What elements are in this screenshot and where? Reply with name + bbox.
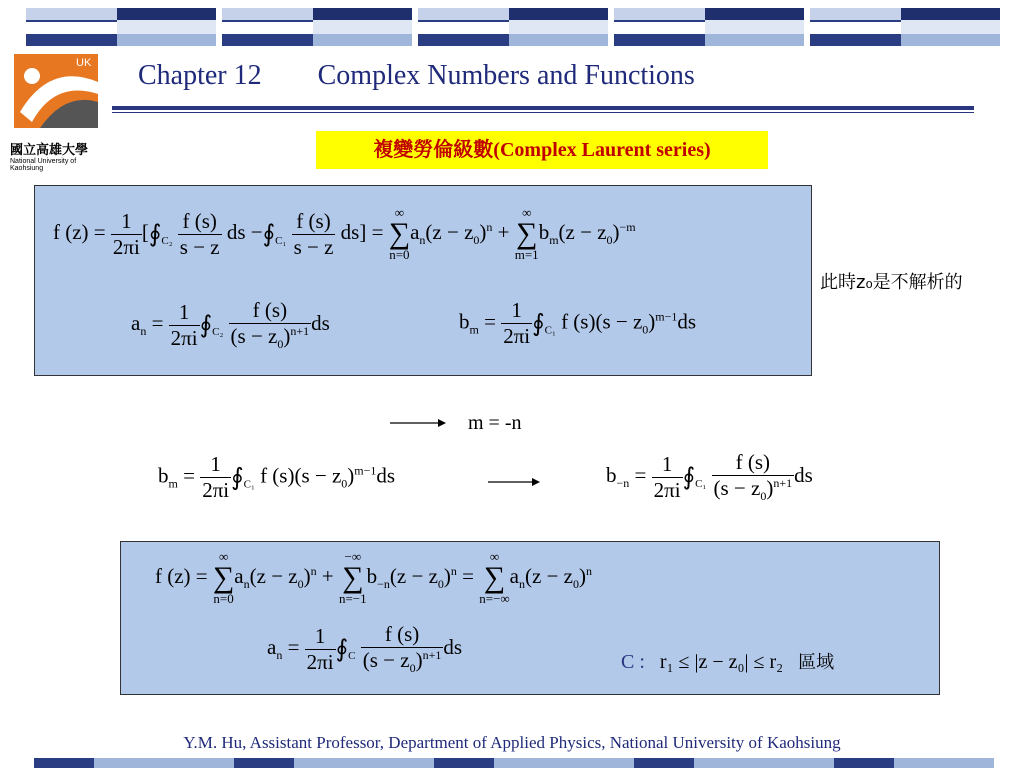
substitution-label: m = -n (468, 412, 522, 434)
laurent-result-box (120, 541, 940, 695)
equation-b-negn: $b_{-n}$ = $\frac{1}{2\pi i}$ $∮_{C_1}$ $\frac{f (s)}{(s - z_0)^{n+1}}$ ds (606, 450, 813, 504)
section-subtitle: 複變勞倫級數(Complex Laurent series) (316, 131, 768, 169)
equation-f-of-z: f (z) = $\frac{1}{2\pi i}$ [$∮_{C_2}$ $\frac{f (s)}{s - z}$ ds $-∮_{C_1}$ $\frac{f (s)}{s - z}$ ds] = ∞ ∑ $n=0a_n(z - z_0)^n$ + ∞ ∑ $m=1b_m(z - z_0)^{-m}$ (53, 205, 636, 262)
contour-integral-icon: ∮ (148, 221, 162, 248)
contour-integral-icon: ∮ (335, 636, 349, 663)
banner-block (26, 8, 216, 46)
logo-badge: UK (76, 57, 92, 69)
fraction-1-over-2pi-i: $\frac{1}{2\pi i}$ (653, 451, 681, 502)
laurent-definition-box (34, 185, 812, 376)
substitution-row (390, 413, 550, 437)
banner-block (810, 8, 1000, 46)
banner-block (418, 8, 608, 46)
integrand-fraction: $\frac{f (s)}{s - z}$ (293, 208, 334, 259)
region-condition (621, 648, 834, 674)
contour-integral-icon: ∮ (231, 465, 244, 491)
contour-integral-icon: ∮ (532, 311, 545, 337)
sum-n-0-to-inf: ∞ ∑ n=0 (212, 549, 235, 606)
b-negn-integrand: $\frac{f (s)}{(s - z_0)^{n+1}}$ (713, 450, 793, 504)
fraction-1-over-2pi-i: $\frac{1}{2\pi i}$ (306, 623, 334, 674)
region-c-label: C : (621, 651, 645, 673)
fraction-1-over-2pi-i: $\frac{1}{2\pi i}$ (112, 208, 140, 259)
title-rule (112, 106, 974, 110)
title-rule-thin (112, 112, 974, 113)
equation-bm-repeat: $b_m$ = $\frac{1}{2\pi i}$ $∮_{C_1}$ f $(s)(s - z_0)^{m-1}ds$ (158, 452, 396, 502)
banner-block (222, 8, 412, 46)
region-inequality: r₁ ≤ |z − z₀| ≤ r₂ (659, 651, 784, 673)
banner-block (614, 8, 804, 46)
contour-integral-icon: ∮ (199, 312, 213, 339)
equation-an-final: $a_n$ = $\frac{1}{2\pi i}$ $∮_C$ $\frac{f (s)}{(s - z_0)^{n+1}}$ ds (267, 622, 463, 676)
right-arrow-icon (390, 413, 446, 433)
bottom-banner (0, 758, 1024, 768)
fraction-1-over-2pi-i: $\frac{1}{2\pi i}$ (170, 299, 198, 350)
equation-an: $a_n$ = $\frac{1}{2\pi i}$ $∮_{C_2}$ $\frac{f (s)}{(s - z_0)^{n+1}}$ ds (131, 298, 330, 352)
an-final-integrand: $\frac{f (s)}{(s - z_0)^{n+1}}$ (362, 622, 442, 676)
an-integrand: $\frac{f (s)}{(s - z_0)^{n+1}}$ (230, 298, 310, 352)
integrand-fraction: $\frac{f (s)}{s - z}$ (179, 208, 220, 259)
singularity-note: 此時z₀是不解析的 (820, 272, 963, 293)
logo-emblem-icon (10, 52, 110, 132)
sum-n-neg1-to-neginf: −∞ ∑ n=−1 (338, 549, 367, 606)
contour-integral-icon: ∮ (262, 221, 276, 248)
footer-credit: Y.M. Hu, Assistant Professor, Department of Applied Physics, National University of Kaohsiung (183, 733, 841, 752)
page-title: Chapter 12 Complex Numbers and Functions (138, 60, 695, 91)
logo-name-en: National University of Kaohsiung (10, 158, 77, 172)
fraction-1-over-2pi-i: $\frac{1}{2\pi i}$ (202, 452, 230, 502)
sum-n-neginf-to-inf: ∞ ∑ n=−∞ (479, 549, 510, 606)
contour-integral-icon: ∮ (682, 464, 696, 491)
equation-bm: $b_m$ = $\frac{1}{2\pi i}$ $∮_{C_1}$ f $(s)(s - z_0)^{m-1}ds$ (459, 298, 697, 348)
logo-name-cn: 國立高雄大學 (10, 143, 89, 158)
sum-m-1-to-inf: ∞ ∑ m=1 (514, 205, 539, 262)
university-logo (10, 52, 110, 172)
sum-n-0-to-inf: ∞ ∑ n=0 (388, 205, 411, 262)
region-cn-label: 區域 (798, 652, 835, 673)
equation-f-sum: f (z) = ∞ ∑ $n=0a_n(z - z_0)^n$ + −∞ ∑ $n=-1b_{-n}(z - z_0)^n$ = ∞ ∑ $n=-\infty a_n(z - z_0)^n$ (155, 549, 592, 606)
right-arrow-icon (488, 472, 540, 492)
fraction-1-over-2pi-i: $\frac{1}{2\pi i}$ (503, 298, 531, 348)
eq-lhs: f (z) = (53, 219, 106, 244)
top-banner (0, 0, 1024, 50)
